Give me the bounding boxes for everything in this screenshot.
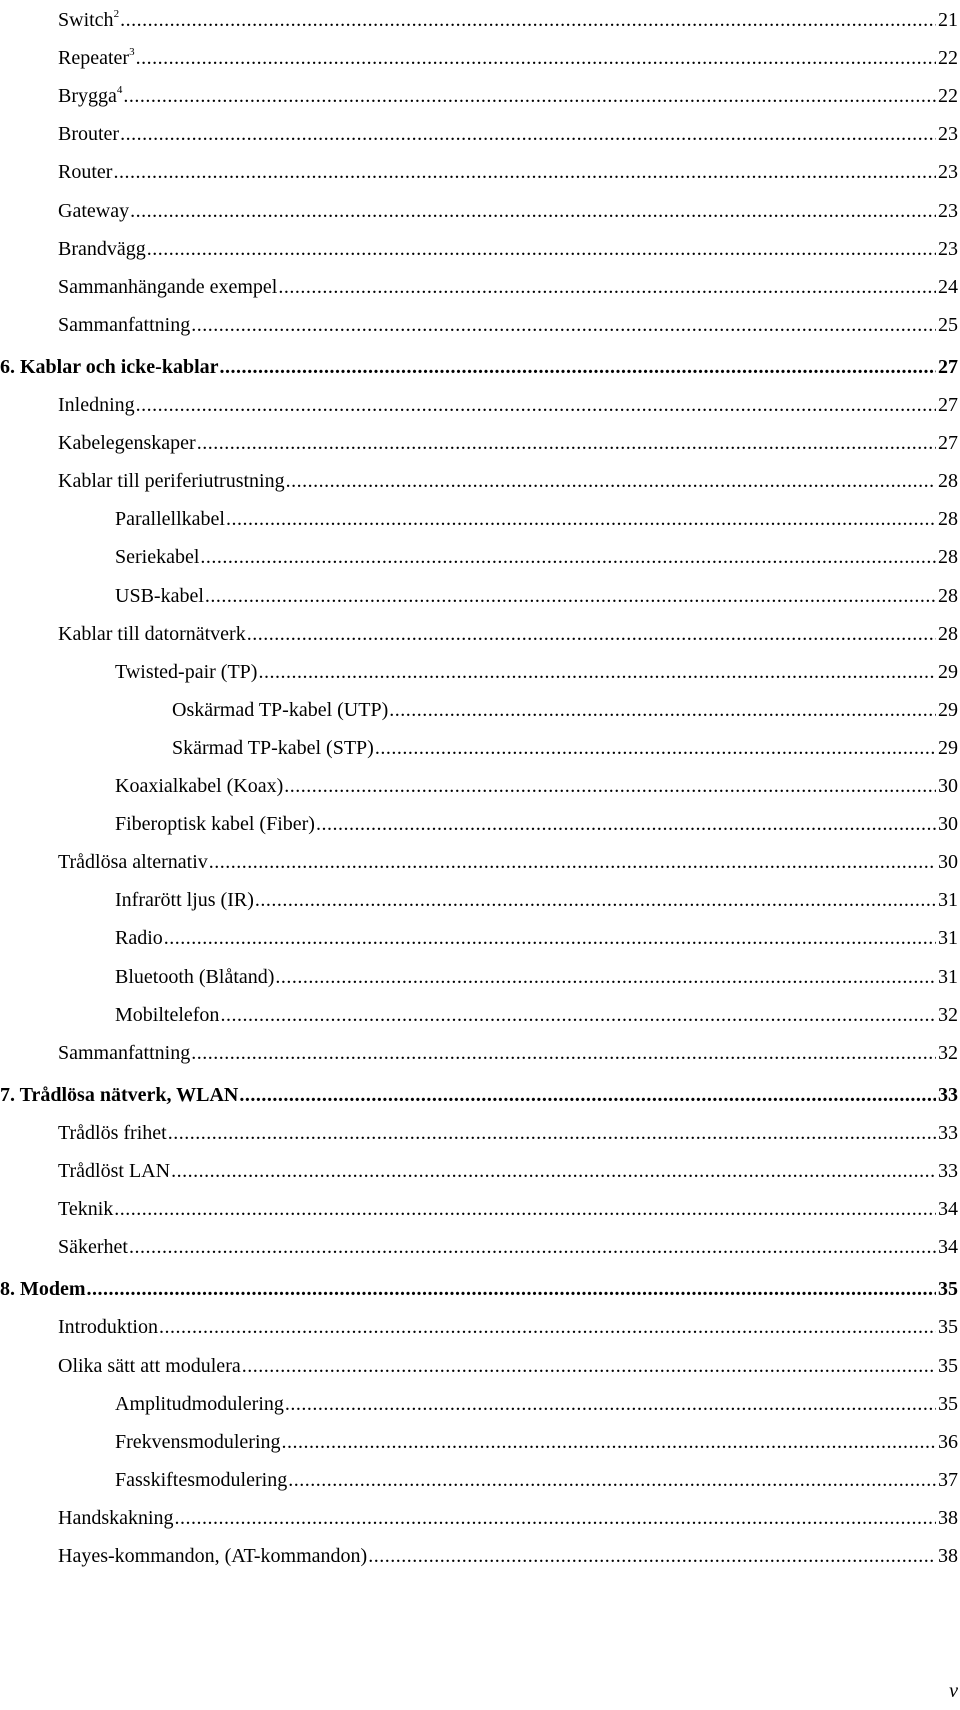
toc-entry-title: Switch$^2$ (58, 8, 120, 31)
toc-entry-title: Säkerhet (58, 1236, 128, 1259)
dot-leader (175, 1506, 936, 1530)
dot-leader (136, 46, 936, 70)
toc-entry[interactable] (0, 574, 960, 608)
toc-page-number: 23 (938, 123, 958, 146)
dot-leader (159, 1315, 936, 1339)
toc-page-number: 29 (938, 736, 958, 759)
toc-page-number: 28 (938, 470, 958, 493)
toc-entry[interactable] (0, 955, 960, 989)
toc-entry[interactable] (0, 1344, 960, 1378)
toc-entry[interactable] (0, 535, 960, 569)
dot-leader (375, 736, 936, 760)
toc-entry[interactable] (0, 383, 960, 417)
toc-entry-title: Sammanfattning (58, 1041, 191, 1064)
toc-entry-title: Handskakning (58, 1506, 174, 1529)
toc-entry[interactable] (0, 1382, 960, 1416)
toc-entry-title: USB-kabel (115, 584, 204, 607)
toc-page-number: 31 (938, 965, 958, 988)
toc-entry[interactable] (0, 189, 960, 223)
page-number: v (949, 1680, 958, 1702)
dot-leader (286, 469, 936, 493)
toc-page-number: 32 (938, 1041, 958, 1064)
toc-entry-title: Oskärmad TP-kabel (UTP) (172, 698, 389, 721)
toc-page-number: 33 (938, 1160, 958, 1182)
toc-page-number: 29 (938, 660, 958, 683)
footnote-marker: 2 (113, 8, 120, 20)
toc-entry[interactable] (0, 303, 960, 337)
toc-page-number: 30 (938, 775, 958, 797)
toc-page-number: 38 (938, 1506, 958, 1529)
toc-page-number: 28 (938, 584, 958, 607)
toc-entry[interactable] (0, 916, 960, 950)
dot-leader (130, 199, 936, 223)
toc-page-number: 31 (938, 927, 958, 950)
dot-leader (285, 1392, 936, 1416)
toc-entry-title: Trådlöst LAN (58, 1160, 171, 1182)
toc-entry-title: Kablar till periferiutrustning (58, 470, 285, 493)
toc-page-number: 34 (938, 1198, 958, 1221)
toc-entry[interactable] (0, 497, 960, 531)
footnote-marker: 4 (116, 84, 123, 97)
dot-leader (87, 1277, 936, 1301)
toc-page-number: 32 (938, 1003, 958, 1026)
toc-entry-title: Bluetooth (Blåtand) (115, 965, 275, 988)
dot-leader (191, 1041, 936, 1065)
toc-page-number: 24 (938, 275, 958, 298)
toc-page-number: 28 (938, 622, 958, 645)
toc-entry-title: Fiberoptisk kabel (Fiber) (115, 813, 315, 836)
dot-leader (389, 698, 936, 722)
toc-entry-title: 8. Modem (0, 1278, 86, 1301)
dot-leader (282, 1430, 936, 1454)
dot-leader (226, 507, 936, 531)
toc-page-number: 31 (938, 889, 958, 912)
toc-entry-title: Kabelegenskaper (58, 432, 196, 455)
toc-entry-title: Trådlösa alternativ (58, 851, 208, 874)
toc-entry-title: Sammanhängande exempel (58, 275, 278, 298)
toc-entry[interactable] (0, 726, 960, 760)
toc-entry[interactable] (0, 150, 960, 184)
toc-entry-title: Repeater$^3$ (58, 46, 135, 70)
toc-entry[interactable] (0, 878, 960, 912)
toc-page-number: 38 (938, 1545, 958, 1567)
toc-entry-title: Brouter (58, 123, 120, 146)
dot-leader (258, 660, 936, 684)
dot-leader (278, 275, 936, 299)
toc-entry-title: Infrarött ljus (IR) (115, 889, 254, 912)
dot-leader (200, 545, 936, 569)
toc-page-number: 30 (938, 813, 958, 836)
dot-leader (197, 431, 936, 455)
toc-entry-title: 6. Kablar och icke-kablar (0, 355, 219, 378)
toc-page-number: 23 (938, 199, 958, 222)
toc-entry[interactable] (0, 0, 960, 32)
toc-page-number: 22 (938, 47, 958, 70)
toc-entry-title: Introduktion (58, 1316, 158, 1339)
toc-entry-title: Router (58, 161, 113, 184)
dot-leader (113, 160, 936, 184)
dot-leader (316, 812, 936, 836)
toc-entry-title: Frekvensmodulering (115, 1430, 281, 1453)
toc-entry[interactable] (0, 112, 960, 146)
toc-entry-title: Brandvägg (58, 237, 146, 260)
toc-entry[interactable] (0, 459, 960, 493)
toc-entry[interactable] (0, 421, 960, 455)
toc-entry[interactable] (0, 1187, 960, 1221)
toc-entry-title: Kablar till datornätverk (58, 622, 246, 645)
dot-leader (129, 1235, 936, 1259)
toc-page-number: 29 (938, 698, 958, 721)
toc-page-number: 28 (938, 546, 958, 569)
toc-chapter-entry[interactable] (0, 345, 960, 379)
toc-page-number: 33 (938, 1083, 958, 1106)
toc-entry-title: Teknik (58, 1198, 114, 1221)
toc-entry[interactable] (0, 688, 960, 722)
dot-leader (120, 8, 936, 32)
toc-entry-title: Hayes-kommandon, (AT-kommandon) (58, 1545, 368, 1567)
toc-entry[interactable] (0, 1149, 960, 1183)
toc-entry[interactable] (0, 227, 960, 261)
toc-entry[interactable] (0, 1496, 960, 1530)
dot-leader (220, 1003, 936, 1027)
toc-page-number: 35 (938, 1392, 958, 1415)
toc-entry[interactable] (0, 802, 960, 836)
dot-leader (209, 850, 936, 874)
toc-chapter-entry[interactable] (0, 1073, 960, 1107)
toc-entry-title: Olika sätt att modulera (58, 1354, 241, 1377)
toc-page-number: 36 (938, 1430, 958, 1453)
toc-page-number: 34 (938, 1236, 958, 1259)
toc-page-number: 23 (938, 237, 958, 260)
toc-entry[interactable] (0, 1420, 960, 1454)
toc-page-number: 27 (938, 394, 958, 416)
toc-entry[interactable] (0, 36, 960, 70)
footnote-marker: 3 (129, 46, 135, 59)
toc-entry[interactable] (0, 1534, 960, 1568)
toc-page-number: 37 (938, 1468, 958, 1491)
dot-leader (205, 584, 936, 608)
toc-page-number: 35 (938, 1354, 958, 1377)
dot-leader (168, 1121, 936, 1145)
toc-entry[interactable] (0, 1111, 960, 1145)
dot-leader (220, 355, 936, 379)
dot-leader (239, 1083, 936, 1107)
toc-entry-title: Brygga$^4$ (58, 84, 123, 108)
dot-leader (164, 926, 936, 950)
toc-entry[interactable] (0, 265, 960, 299)
toc-entry-title: Sammanfattning (58, 313, 191, 336)
toc-entry[interactable] (0, 764, 960, 798)
dot-leader (368, 1544, 936, 1568)
dot-leader (147, 237, 936, 261)
toc-entry-title: Amplitudmodulering (115, 1392, 284, 1415)
toc-entry[interactable] (0, 1305, 960, 1339)
toc-entry-title: Twisted-pair (TP) (115, 660, 258, 683)
toc-entry-title: Seriekabel (115, 546, 200, 569)
toc-entry-title: Fasskiftesmodulering (115, 1468, 288, 1491)
toc-page-number: 21 (938, 9, 958, 31)
toc-chapter-entry[interactable] (0, 1267, 960, 1301)
dot-leader (114, 1197, 936, 1221)
toc-entry-title: Skärmad TP-kabel (STP) (172, 736, 374, 759)
dot-leader (123, 84, 936, 108)
toc-entry-title: 7. Trådlösa nätverk, WLAN (0, 1083, 239, 1106)
toc-page-number: 28 (938, 508, 958, 531)
toc-page-number: 25 (938, 313, 958, 336)
toc-entry-title: Mobiltelefon (115, 1003, 220, 1026)
toc-entry[interactable] (0, 612, 960, 646)
toc-page-number: 35 (938, 1278, 958, 1301)
dot-leader (255, 888, 936, 912)
toc-entry-title: Parallellkabel (115, 508, 225, 531)
toc-entry-title: Trådlös frihet (58, 1121, 167, 1144)
toc-entry[interactable] (0, 1031, 960, 1065)
toc-entry[interactable] (0, 1225, 960, 1259)
dot-leader (191, 313, 936, 337)
dot-leader (284, 774, 936, 798)
toc-entry[interactable] (0, 650, 960, 684)
toc-page-number: 35 (938, 1316, 958, 1339)
toc-page-number: 23 (938, 161, 958, 184)
toc-page-number: 27 (938, 432, 958, 455)
toc-entry-title: Radio (115, 927, 163, 950)
toc-entry-title: Inledning (58, 394, 135, 416)
toc-page-number: 22 (938, 85, 958, 108)
toc-entry[interactable] (0, 993, 960, 1027)
dot-leader (242, 1354, 936, 1378)
dot-leader (247, 622, 936, 646)
toc-page-number: 33 (938, 1121, 958, 1144)
toc-entry-title: Koaxialkabel (Koax) (115, 775, 284, 797)
toc-entry[interactable] (0, 74, 960, 108)
dot-leader (136, 393, 936, 417)
toc-page-number: 27 (938, 355, 958, 378)
toc-entry-title: Gateway (58, 199, 130, 222)
dot-leader (288, 1468, 936, 1492)
dot-leader (275, 965, 936, 989)
toc-entry[interactable] (0, 1458, 960, 1492)
dot-leader (120, 122, 936, 146)
toc-entry[interactable] (0, 840, 960, 874)
toc-page-number: 30 (938, 851, 958, 874)
dot-leader (171, 1159, 936, 1183)
